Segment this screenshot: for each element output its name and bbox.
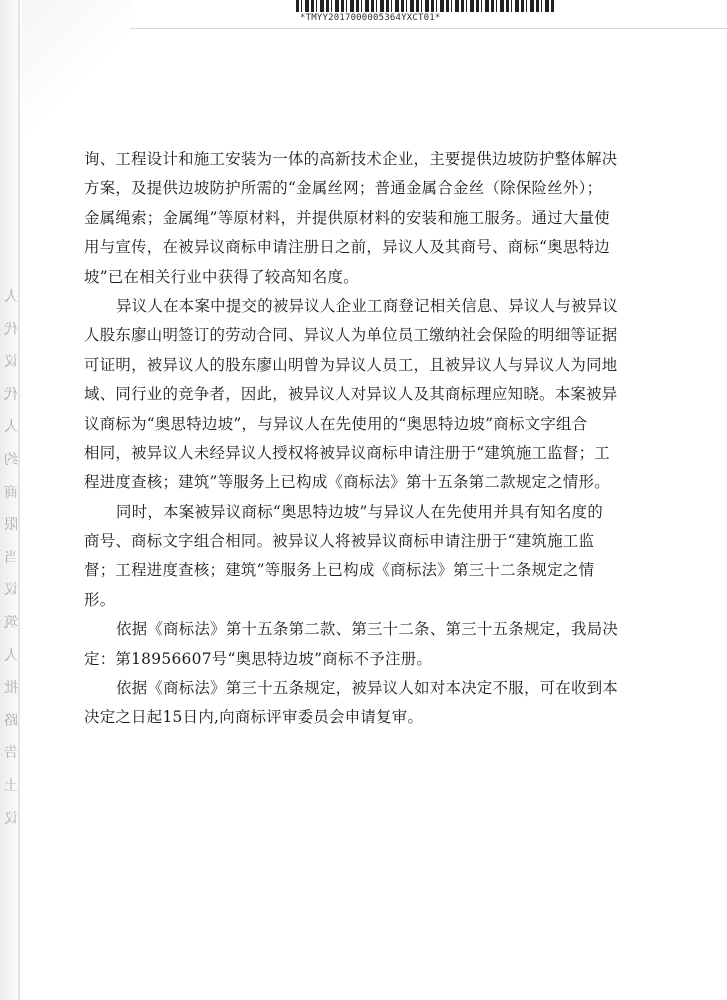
body-line: 可证明，被异议人的股东廖山明曾为异议人员工，且被异议人与异议人为同地 xyxy=(84,355,618,374)
bleed-char: 约 xyxy=(4,451,18,468)
body-line: 人股东廖山明签订的劳动合同、异议人为单位员工缴纳社会保险的明细等证据 xyxy=(84,326,618,345)
bleed-char: 筑 xyxy=(4,614,18,631)
bleed-char: 议 xyxy=(4,810,18,827)
document-body xyxy=(84,145,684,733)
bleed-char: 路 xyxy=(4,712,18,729)
paragraph-first-line: 依据《商标法》第十五条第二款、第三十二条、第三十五条规定，我局决 xyxy=(116,620,619,639)
body-line: 金属绳索；金属绳”等原材料，并提供原材料的安装和施工服务。通过大量使 xyxy=(84,208,610,227)
bleed-char: 土 xyxy=(4,777,18,794)
body-line: 督；工程进度查核；建筑”等服务上已构成《商标法》第三十二条规定之情 xyxy=(84,561,595,580)
body-line: 决定之日起15日内,向商标评审委员会申请复审。 xyxy=(84,708,424,727)
body-line: 议商标为“奥思特边坡”，与异议人在先使用的“奥思特边坡”商标文字组合 xyxy=(84,414,588,433)
bleed-char: 人 xyxy=(4,647,18,664)
body-line: 询、工程设计和施工安装为一体的高新技术企业，主要提供边坡防护整体解决 xyxy=(84,150,618,168)
body-line: 坡”已在相关行业中获得了较高知名度。 xyxy=(84,267,359,286)
body-line: 定：第18956607号“奥思特边坡”商标不予注册。 xyxy=(84,649,433,668)
bleed-char: 限 xyxy=(4,517,18,534)
header-barcode xyxy=(296,0,586,30)
paragraph-first-line: 依据《商标法》第三十五条规定，被异议人如对本决定不服，可在收到本 xyxy=(116,679,619,698)
body-line: 方案，及提供边坡防护所需的“金属丝网；普通金属合金丝（除保险丝外）； xyxy=(84,179,603,198)
bleed-char: 代 xyxy=(4,386,18,403)
body-line: 商号、商标文字组合相同。被异议人将被异议商标申请注册于“建筑施工监 xyxy=(84,532,595,551)
body-line: 域、同行业的竞争者，因此，被异议人对异议人及其商标理应知晓。本案被异 xyxy=(84,385,618,404)
bleed-char: 人 xyxy=(4,419,18,436)
barcode-icon xyxy=(296,0,556,12)
body-line: 形。 xyxy=(84,590,116,609)
body-line: 相同，被异议人未经异议人授权将被异议商标申请注册于“建筑施工监督；工 xyxy=(84,443,610,462)
margin-bleed-column xyxy=(2,288,20,828)
bleed-char: 议 xyxy=(4,582,18,599)
paragraph-first-line: 同时，本案被异议商标“奥思特边坡”与异议人在先使用并具有知名度的 xyxy=(116,502,604,521)
document-code: *TMYY2017000005364YXCT01* xyxy=(300,13,441,23)
paragraph-first-line: 异议人在本案中提交的被异议人企业工商登记相关信息、异议人与被异议 xyxy=(116,296,619,315)
bleed-char: 议 xyxy=(4,354,18,371)
bleed-char: 人 xyxy=(4,289,18,305)
bleed-char: 代 xyxy=(4,321,18,338)
bleed-char: 告 xyxy=(4,745,18,762)
bleed-char: 批 xyxy=(4,680,18,697)
body-line: 用与宣传，在被异议商标申请注册日之前，异议人及其商号、商标“奥思特边 xyxy=(84,238,610,257)
body-line: 程进度查核；建筑”等服务上已构成《商标法》第十五条第二款规定之情形。 xyxy=(84,473,610,492)
top-rule xyxy=(130,28,727,29)
bleed-char: 当 xyxy=(4,549,18,566)
bleed-char: 商 xyxy=(4,484,18,501)
